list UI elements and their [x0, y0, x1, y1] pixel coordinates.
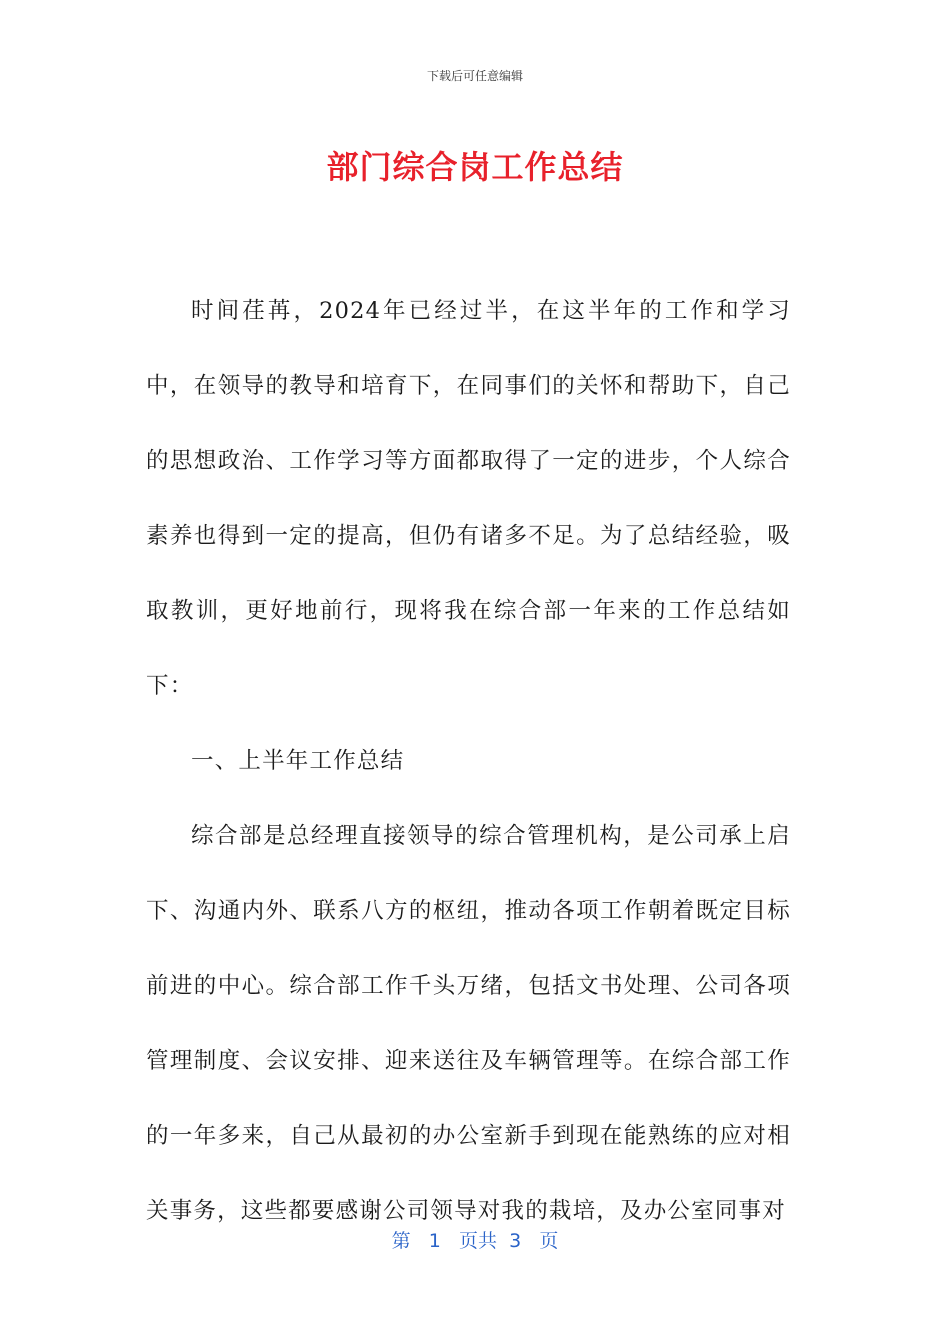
page-number: 1 [428, 1230, 441, 1252]
page-middle: 页共 [459, 1230, 498, 1252]
paragraph-intro: 时间荏苒，2024年已经过半，在这半年的工作和学习中，在领导的教导和培育下，在同事们的关怀和帮助下，自己的思想政治、工作学习等方面都取得了一定的进步，个人综合素养也得到一定的提高，但仍有诸多不足。为了总结经验，吸取教训，更好地前行，现将我在综合部一年来的工作总结如下： [146, 298, 791, 699]
header-note: 下载后可任意编辑 [426, 69, 523, 83]
section-heading: 一、上半年工作总结 [191, 748, 405, 774]
paragraph-section-1: 综合部是总经理直接领导的综合管理机构，是公司承上启下、沟通内外、联系八方的枢纽，推动各项工作朝着既定目标前进的中心。综合部工作千头万绪，包括文书处理、公司各项管理制度、会议安排、迎来送往及车辆管理等。在综合部工作的一年多来，自己从最初的办公室新手到现在能熟练的应对相关事务，这些都要感谢公司领导对我的栽培，及办公室同事对 [146, 823, 791, 1224]
page-suffix: 页 [539, 1230, 559, 1252]
page-footer [0, 1226, 950, 1253]
document-title: 部门综合岗工作总结 [326, 148, 624, 186]
page-total: 3 [509, 1230, 522, 1252]
document-body [146, 274, 791, 1249]
page-prefix: 第 [391, 1230, 411, 1252]
